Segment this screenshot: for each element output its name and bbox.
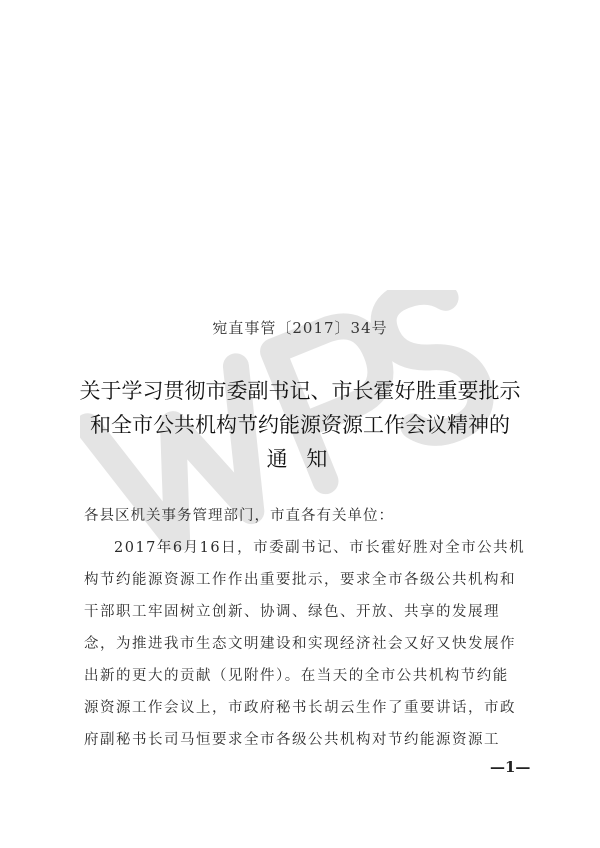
paragraph-line-5: 出新的更大的贡献（见附件）。在当天的全市公共机构节约能 xyxy=(84,668,509,684)
paragraph-line-7: 府副秘书长司马恒要求全市各级公共机构对节约能源资源工 xyxy=(84,732,500,748)
paragraph-line-2: 构节约能源资源工作作出重要批示，要求全市各级公共机构和 xyxy=(84,572,516,588)
paragraph-line-6: 源资源工作会议上，市政府秘书长胡云生作了重要讲话，市政 xyxy=(84,700,516,716)
document-number: 宛直事管〔2017〕34号 xyxy=(212,319,388,337)
title-line-1: 关于学习贯彻市委副书记、市长霍好胜重要批示 xyxy=(79,379,521,403)
salutation: 各县区机关事务管理部门，市直各有关单位： xyxy=(84,508,394,524)
document-title xyxy=(40,374,560,476)
document-body xyxy=(84,500,530,756)
paragraph-line-4: 念，为推进我市生态文明建设和实现经济社会又好又快发展作 xyxy=(84,636,516,652)
title-line-3: 通 知 xyxy=(266,447,334,471)
paragraph-line-3: 干部职工牢固树立创新、协调、绿色、开放、共享的发展理 xyxy=(84,604,500,620)
title-line-2: 和全市公共机构节约能源资源工作会议精神的 xyxy=(90,413,510,437)
page-number: —1— xyxy=(490,758,531,776)
paragraph-line-1: 2017年6月16日，市委副书记、市长霍好胜对全市公共机 xyxy=(114,540,526,556)
